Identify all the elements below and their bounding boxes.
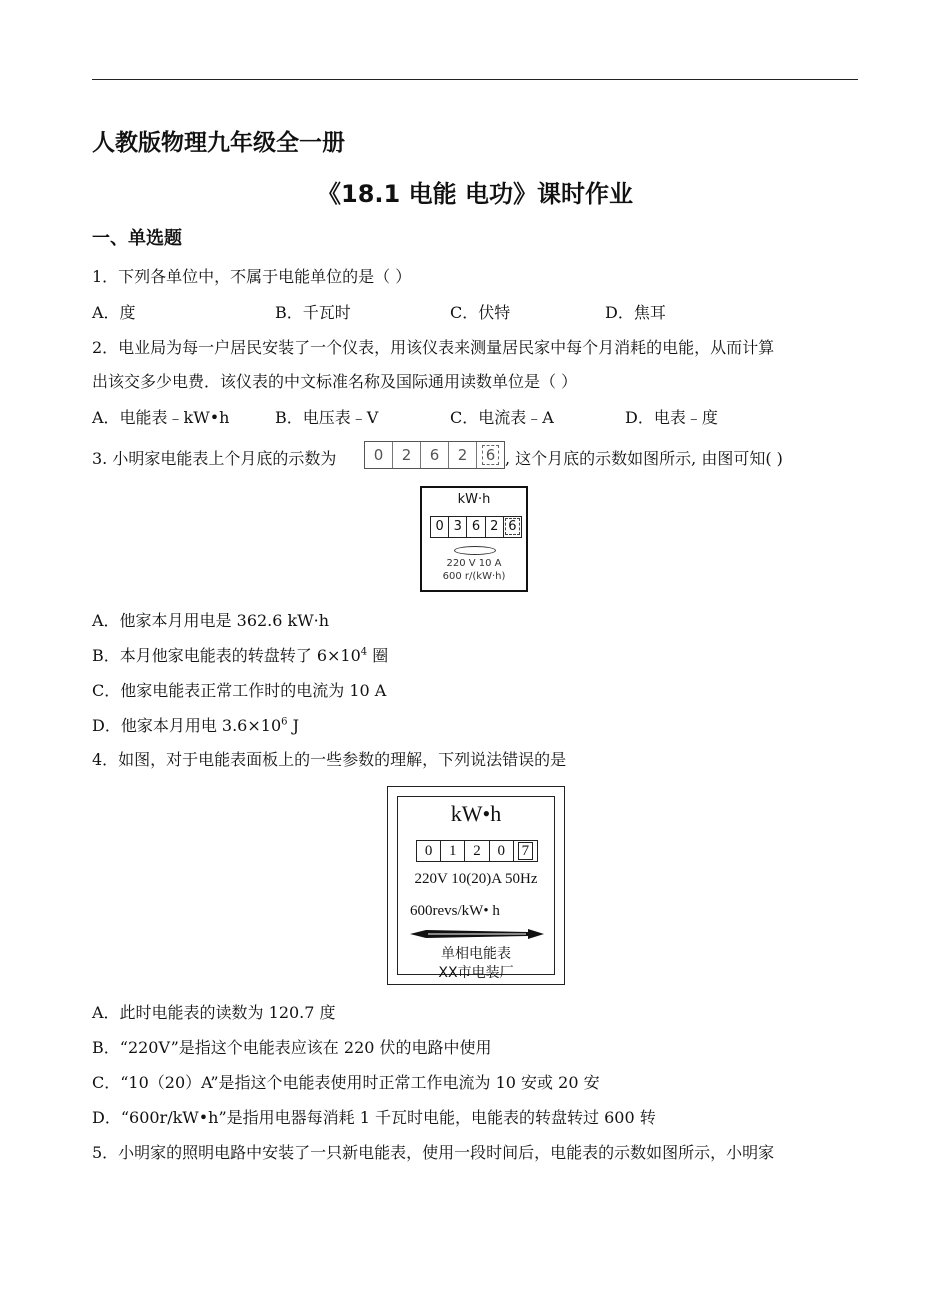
- q3-option-d: [92, 713, 299, 736]
- q2-option-a: A．电能表﹣kW•h: [92, 408, 230, 427]
- prev-digit-decimal-value: 6: [482, 445, 500, 465]
- q2-option-d: D．电表﹣度: [625, 408, 718, 427]
- meter2-digit: 0: [490, 841, 514, 861]
- meter1-digits: [430, 516, 522, 538]
- q4-option-c: C．“10（20）A”是指这个电能表使用时正常工作电流为 10 安或 20 安: [92, 1073, 600, 1092]
- q3-option-a: A．他家本月用电是 362.6 kW·h: [92, 611, 330, 630]
- section-heading: 一、单选题: [92, 228, 182, 249]
- meter1-digit: 3: [449, 517, 467, 537]
- meter2-maker: XX市电装厂: [438, 965, 514, 981]
- q1-option-d: D．焦耳: [605, 303, 666, 322]
- page-title: 《18.1 电能 电功》课时作业: [317, 180, 633, 208]
- header-rule: [92, 79, 858, 80]
- prev-digit-decimal: [477, 442, 504, 468]
- question-1-stem: 1．下列各单位中，不属于电能单位的是（ ）: [92, 267, 412, 286]
- meter2-digits: [416, 840, 538, 862]
- electric-meter-figure-2: [387, 786, 565, 985]
- meter1-digit: 0: [431, 517, 449, 537]
- meter2-digit: 1: [441, 841, 465, 861]
- q3-option-b-text: B．本月他家电能表的转盘转了 6×10: [92, 646, 361, 665]
- question-2-stem-line1: 2．电业局为每一户居民安装了一个仪表，用该仪表来测量居民家中每个月消耗的电能，从而计算: [92, 338, 775, 357]
- meter1-disk-window: [454, 546, 496, 555]
- q3-option-b: [92, 643, 388, 666]
- meter2-digit-decimal: [514, 841, 537, 861]
- meter2-rating: 220V 10(20)A 50Hz: [414, 871, 538, 887]
- meter2-digit: 2: [465, 841, 489, 861]
- prev-digit: 6: [421, 442, 449, 468]
- question-2-stem-line2: 出该交多少电费．该仪表的中文标准名称及国际通用读数单位是（ ）: [92, 372, 578, 391]
- question-5-stem: 5．小明家的照明电路中安装了一只新电能表，使用一段时间后，电能表的示数如图所示，小明家: [92, 1143, 775, 1162]
- question-3-stem-after: , 这个月底的示数如图所示, 由图可知( ): [505, 449, 783, 468]
- meter1-rating: 220 V 10 A: [446, 558, 502, 569]
- q3-option-c: C．他家电能表正常工作时的电流为 10 A: [92, 681, 387, 700]
- q4-option-d: D．“600r/kW•h”是指用电器每消耗 1 千瓦时电能，电能表的转盘转过 600 转: [92, 1108, 656, 1127]
- question-3-stem-before: 3. 小明家电能表上个月底的示数为: [92, 449, 337, 468]
- q1-option-b: B．千瓦时: [275, 303, 351, 322]
- prev-digit: 0: [365, 442, 393, 468]
- meter1-digit-decimal: [504, 517, 521, 537]
- prev-digit: 2: [393, 442, 421, 468]
- meter1-digit-decimal-value: 6: [505, 518, 519, 535]
- meter2-arrow-icon: [408, 927, 546, 941]
- q1-option-c: C．伏特: [450, 303, 511, 322]
- q2-option-b: B．电压表﹣V: [275, 408, 379, 427]
- previous-reading-digits: [364, 441, 505, 469]
- q3-option-d-text: D．他家本月用电 3.6×10: [92, 716, 282, 735]
- question-4-stem: 4．如图，对于电能表面板上的一些参数的理解，下列说法错误的是: [92, 750, 567, 769]
- meter1-digit: 2: [486, 517, 504, 537]
- prev-digit: 2: [449, 442, 477, 468]
- meter1-digit: 6: [467, 517, 485, 537]
- q3-option-d-exponent: 6: [281, 716, 288, 728]
- q1-option-a: A．度: [92, 303, 136, 322]
- book-title: 人教版物理九年级全一册: [92, 130, 345, 156]
- meter1-rev-constant: 600 r/(kW·h): [442, 571, 506, 582]
- q4-option-b: B．“220V”是指这个电能表应该在 220 伏的电路中使用: [92, 1038, 492, 1057]
- q3-option-b-suffix: 圈: [367, 646, 389, 665]
- meter2-digit: 0: [417, 841, 441, 861]
- q3-option-d-suffix: J: [287, 716, 300, 735]
- meter2-digit-decimal-value: 7: [518, 842, 534, 860]
- q2-option-c: C．电流表﹣A: [450, 408, 554, 427]
- meter2-unit: kW•h: [450, 801, 502, 826]
- meter2-panel: [397, 796, 555, 981]
- q3-option-b-exponent: 4: [360, 646, 368, 658]
- meter1-unit: kW·h: [457, 492, 491, 507]
- meter2-name: 单相电能表: [441, 946, 511, 962]
- electric-meter-figure-1: [420, 486, 528, 592]
- meter2-rev-constant: 600revs/kW• h: [410, 903, 500, 919]
- q4-option-a: A．此时电能表的读数为 120.7 度: [92, 1003, 336, 1022]
